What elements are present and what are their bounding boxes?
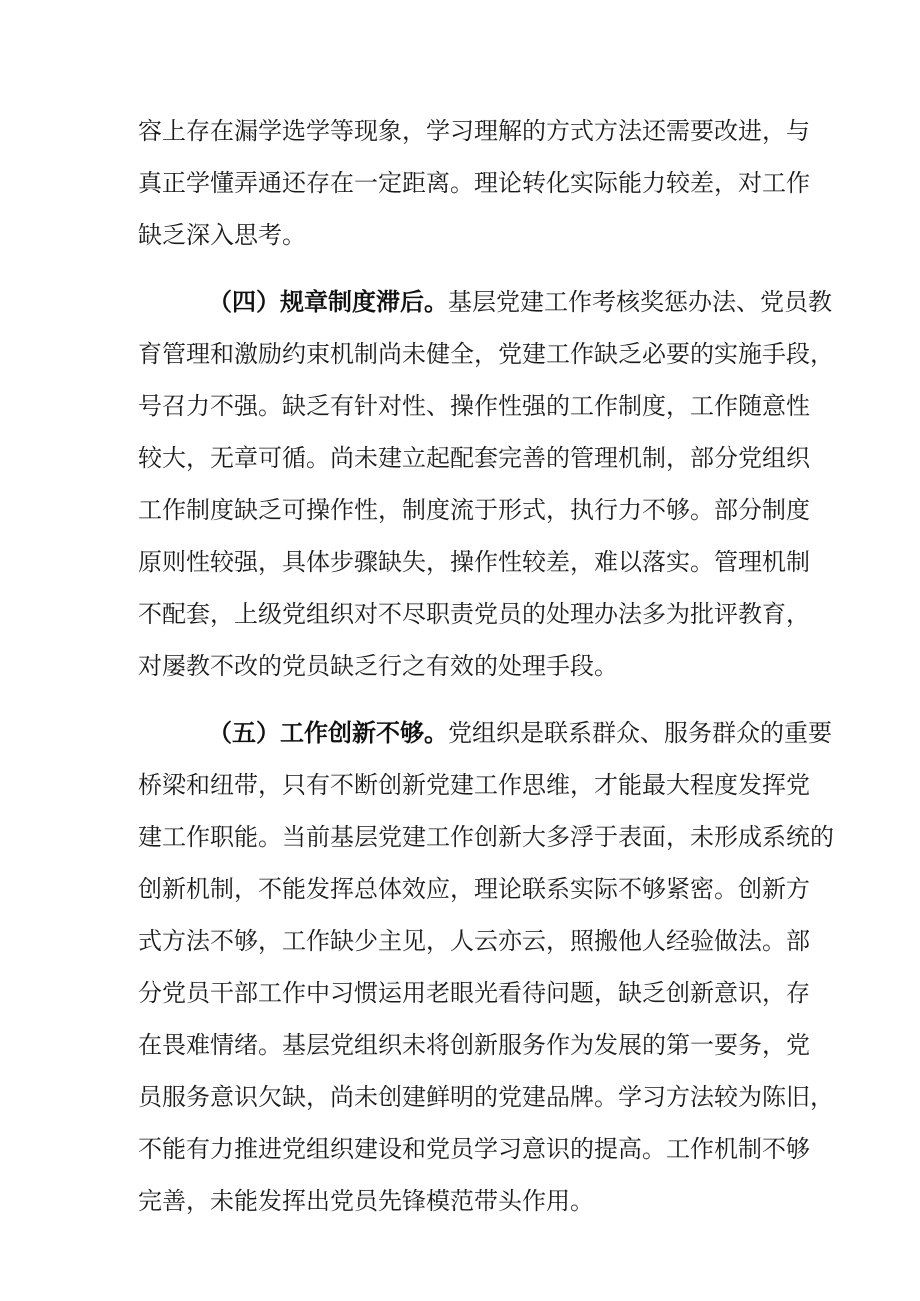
paragraph-line: 号召力不强。缺乏有针对性、操作性强的工作制度，工作随意性 [138,392,810,420]
paragraph-line: 式方法不够，工作缺少主见，人云亦云，照搬他人经验做法。部 [138,927,810,955]
paragraph-line: 创新机制，不能发挥总体效应，理论联系实际不够紧密。创新方 [138,875,810,903]
paragraph-line: 不配套，上级党组织对不尽职责党员的处理办法多为批评教育， [138,600,810,628]
paragraph-line: 对屡教不改的党员缺乏行之有效的处理手段。 [138,652,618,680]
paragraph-line: 育管理和激励约束机制尚未健全，党建工作缺乏必要的实施手段， [138,340,834,368]
paragraph-line: 在畏难情绪。基层党组织未将创新服务作为发展的第一要务，党 [138,1031,810,1059]
paragraph-line: 完善，未能发挥出党员先锋模范带头作用。 [138,1187,594,1215]
paragraph-text: 党组织是联系群众、服务群众的重要 [448,719,832,747]
paragraph-line: 建工作职能。当前基层党建工作创新大多浮于表面，未形成系统的 [138,823,834,851]
paragraph-line: 工作制度缺乏可操作性，制度流于形式，执行力不够。部分制度 [138,496,810,524]
paragraph-line: 员服务意识欠缺，尚未创建鲜明的党建品牌。学习方法较为陈旧， [138,1083,834,1111]
paragraph-line: 桥梁和纽带，只有不断创新党建工作思维，才能最大程度发挥党 [138,771,810,799]
section-heading: （四）规章制度滞后。 [208,288,448,316]
paragraph-line: 原则性较强，具体步骤缺失，操作性较差，难以落实。管理机制 [138,548,810,576]
paragraph-text: 基层党建工作考核奖惩办法、党员教 [448,288,832,316]
paragraph-line: 真正学懂弄通还存在一定距离。理论转化实际能力较差，对工作 [138,169,810,197]
section-heading: （五）工作创新不够。 [208,719,448,747]
paragraph-line: 缺乏深入思考。 [138,221,306,249]
paragraph-line: 不能有力推进党组织建设和党员学习意识的提高。工作机制不够 [138,1135,810,1163]
paragraph-line: 分党员干部工作中习惯运用老眼光看待问题，缺乏创新意识，存 [138,979,810,1007]
paragraph-line: 容上存在漏学选学等现象，学习理解的方式方法还需要改进，与 [138,117,810,145]
paragraph-first-line [208,713,832,753]
paragraph-first-line [208,282,832,322]
paragraph-line: 较大，无章可循。尚未建立起配套完善的管理机制，部分党组织 [138,444,810,472]
